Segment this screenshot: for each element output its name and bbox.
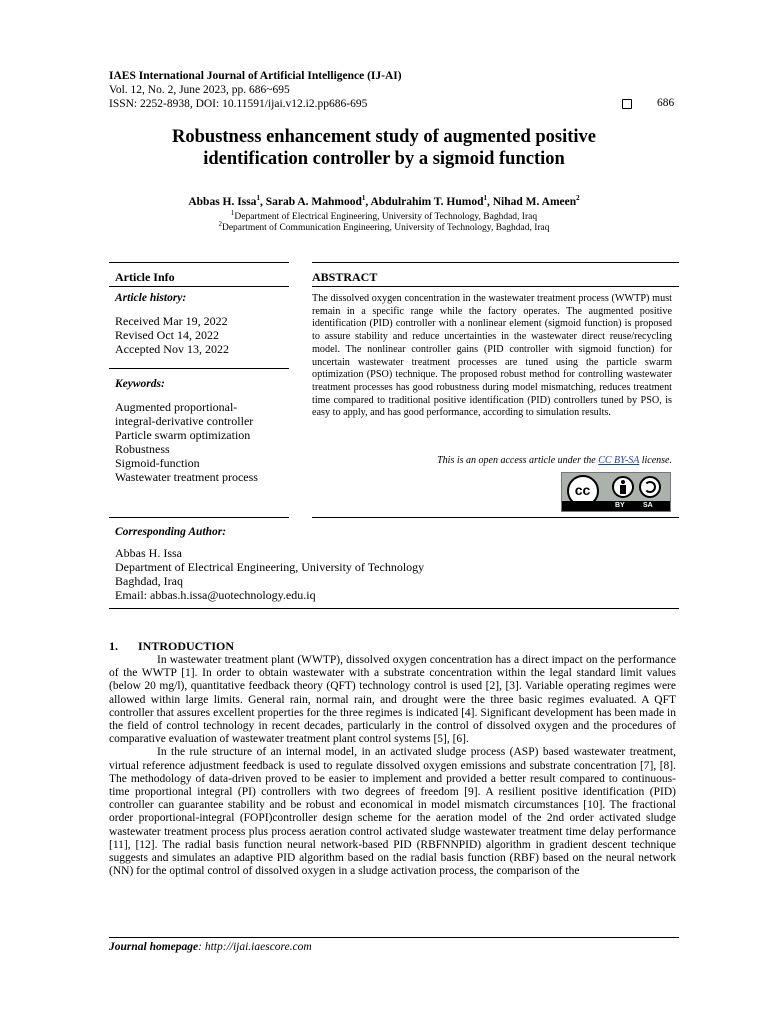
paragraph: In the rule structure of an internal model, in an activated sludge process (ASP) based wastewater treatment, virtual reference adjustment feedback is used to regulate dissolved oxygen emissions and substrate concentration [7], [8]. The methodology of data-driven proved to be easier to implement and provided a better result compared to continuous-time proportional integral (PI) controllers with two degrees of freedom [9]. A resilient positive identification (PID) controller can guarantee stability and be robust and economical in model mismatch circumstances [10]. The fractional order proportional-integral (FOPI)controller design scheme for the aeration model of the 2nd order activated sludge wastewater treatment process plus process aeration control activated sludge wastewater treatment time delay performance [11], [12]. The radial basis function neural network-based PID (RBFNNPID) algorithm in gradient descent technique suggests and simulates an adaptive PID algorithm based on the radial basis function (RBF) based on the neural network (NN) for the optimal control of dissolved oxygen in a sludge activation process, the comparison of the	[109, 746, 676, 878]
article-info-divider	[109, 286, 289, 287]
author-affiliation-mark: 2	[576, 194, 580, 203]
author-separator: ,	[365, 196, 371, 208]
open-access-note	[312, 455, 672, 466]
abstract-top-rule	[312, 262, 679, 263]
section-heading	[109, 639, 234, 654]
affiliation-mark: 1	[230, 208, 235, 217]
author-name: Sarab A. Mahmood	[265, 196, 362, 208]
section-title: INTRODUCTION	[138, 639, 235, 653]
keywords-list	[115, 400, 258, 484]
journal-homepage	[109, 941, 312, 953]
abstract-divider	[312, 286, 679, 287]
affiliation-mark: 2	[218, 219, 222, 228]
author-affiliation-mark: 1	[483, 194, 487, 203]
author-list	[60, 196, 708, 208]
author-name: Nihad M. Ameen	[492, 196, 577, 208]
homepage-url[interactable]: : http://ijai.iaescore.com	[198, 941, 312, 953]
corresponding-bottom-rule	[109, 608, 679, 609]
article-info-top-rule	[109, 262, 289, 263]
badge-by-label: BY	[615, 502, 625, 509]
revised-date: Revised Oct 14, 2022	[115, 328, 219, 342]
author-affiliation-mark: 1	[361, 194, 366, 203]
corresponding-email[interactable]: Email: abbas.h.issa@uotechnology.edu.iq	[115, 588, 316, 602]
cc-by-sa-link[interactable]: CC BY-SA	[598, 455, 640, 466]
corresponding-city: Baghdad, Iraq	[115, 574, 183, 588]
article-history	[115, 314, 229, 356]
badge-sa-label: SA	[643, 502, 653, 509]
abstract-text: The dissolved oxygen concentration in the wastewater treatment process (WWTP) must remain in a specific range while the factory operates. The augmented positive identification (PID) controller with a nonlinear element (sigmoid function) is proposed to assure stability and reduce uncertainties in the wastewater direct reuse/recycling model. The nonlinear controller gains (PID controller with sigmoid function) for uncertain wastewater treatment processes are tuned using the particle swarm optimization (PSO) technique. The proposed robust method for controlling wastewater treatment processes has good robustness during model mismatching, reduces treatment time compared to traditional positive identification (PID) controllers tuned by PSO, is easy to apply, and has good performance, according to simulation results.	[312, 293, 672, 419]
article-info-bottom-rule	[109, 517, 289, 518]
person-body	[620, 485, 626, 494]
keyword-item: Particle swarm optimization	[115, 428, 251, 442]
open-access-prefix: This is an open access article under the	[437, 455, 599, 466]
cc-letters: cc	[574, 482, 591, 498]
article-info-divider	[109, 368, 289, 369]
person-head	[621, 480, 625, 484]
corresponding-department: Department of Electrical Engineering, University of Technology	[115, 560, 425, 574]
keyword-item: integral-derivative controller	[115, 414, 254, 428]
paper-title	[60, 126, 708, 170]
introduction-body	[109, 654, 676, 878]
footer-rule	[109, 937, 679, 938]
title-line-2: identification controller by a sigmoid function	[203, 149, 565, 169]
journal-volume: Vol. 12, No. 2, June 2023, pp. 686~695	[109, 84, 290, 96]
keyword-item: Augmented proportional-	[115, 400, 238, 414]
accepted-date: Accepted Nov 13, 2022	[115, 342, 229, 356]
page-number: 686	[657, 97, 675, 109]
corresponding-name: Abbas H. Issa	[115, 546, 182, 560]
affiliation-2	[60, 219, 708, 234]
keywords-label: Keywords:	[115, 378, 165, 390]
by-person-icon	[612, 476, 634, 498]
author-name: Abbas H. Issa	[188, 196, 257, 208]
keyword-item: Robustness	[115, 442, 170, 456]
section-number: 1.	[109, 639, 118, 653]
author-name: Abdulrahim T. Humod	[370, 196, 484, 208]
affiliation-text: Department of Electrical Engineering, University of Technology, Baghdad, Iraq	[234, 212, 538, 222]
author-affiliation-mark: 1	[256, 194, 260, 203]
title-line-1: Robustness enhancement study of augmented positive	[172, 127, 596, 147]
badge-bottom	[562, 501, 670, 511]
keyword-item: Wastewater treatment process	[115, 470, 258, 484]
square-bullet-icon	[622, 99, 632, 109]
homepage-label: Journal homepage	[109, 941, 199, 953]
journal-issn-doi: ISSN: 2252-8938, DOI: 10.11591/ijai.v12.i2.pp686-695	[109, 98, 368, 110]
abstract-bottom-rule	[312, 517, 679, 518]
paragraph: In wastewater treatment plant (WWTP), dissolved oxygen concentration has a direct impact on the performance of the WWTP [1]. In order to obtain wastewater with a substrate concentration within the legal standard limit values (below 20 mg/l), quantitative feedback theory (QFT) technology control is used [2], [3]. Variable operating regimes were allowed within large limits. General rain, normal rain, and drought were the three basic regimes evaluated. A QFT controller that assures excellent properties for the three regimes is indicated [4]. Significant development has been made in the field of control technology in recent decades, particularly in the control of dissolved oxygen and the procedures of comparative evaluation of wastewater treatment plant control systems [5], [6].	[109, 654, 676, 746]
abstract-heading: ABSTRACT	[312, 270, 378, 284]
author-separator: ,	[259, 196, 266, 208]
author-separator: ,	[487, 196, 493, 208]
cc-by-sa-badge[interactable]	[561, 472, 671, 512]
corresponding-author-label: Corresponding Author:	[115, 526, 227, 538]
share-alike-icon	[639, 476, 661, 498]
keyword-item: Sigmoid-function	[115, 456, 200, 470]
article-history-label: Article history:	[115, 292, 187, 304]
received-date: Received Mar 19, 2022	[115, 314, 228, 328]
open-access-suffix: license.	[639, 455, 672, 466]
corresponding-author-details	[115, 546, 424, 602]
share-alike-arc	[644, 481, 656, 493]
journal-name: IAES International Journal of Artificial Intelligence (IJ-AI)	[109, 70, 402, 82]
article-info-heading: Article Info	[115, 270, 175, 284]
affiliation-text: Department of Communication Engineering, University of Technology, Baghdad, Iraq	[221, 223, 550, 233]
